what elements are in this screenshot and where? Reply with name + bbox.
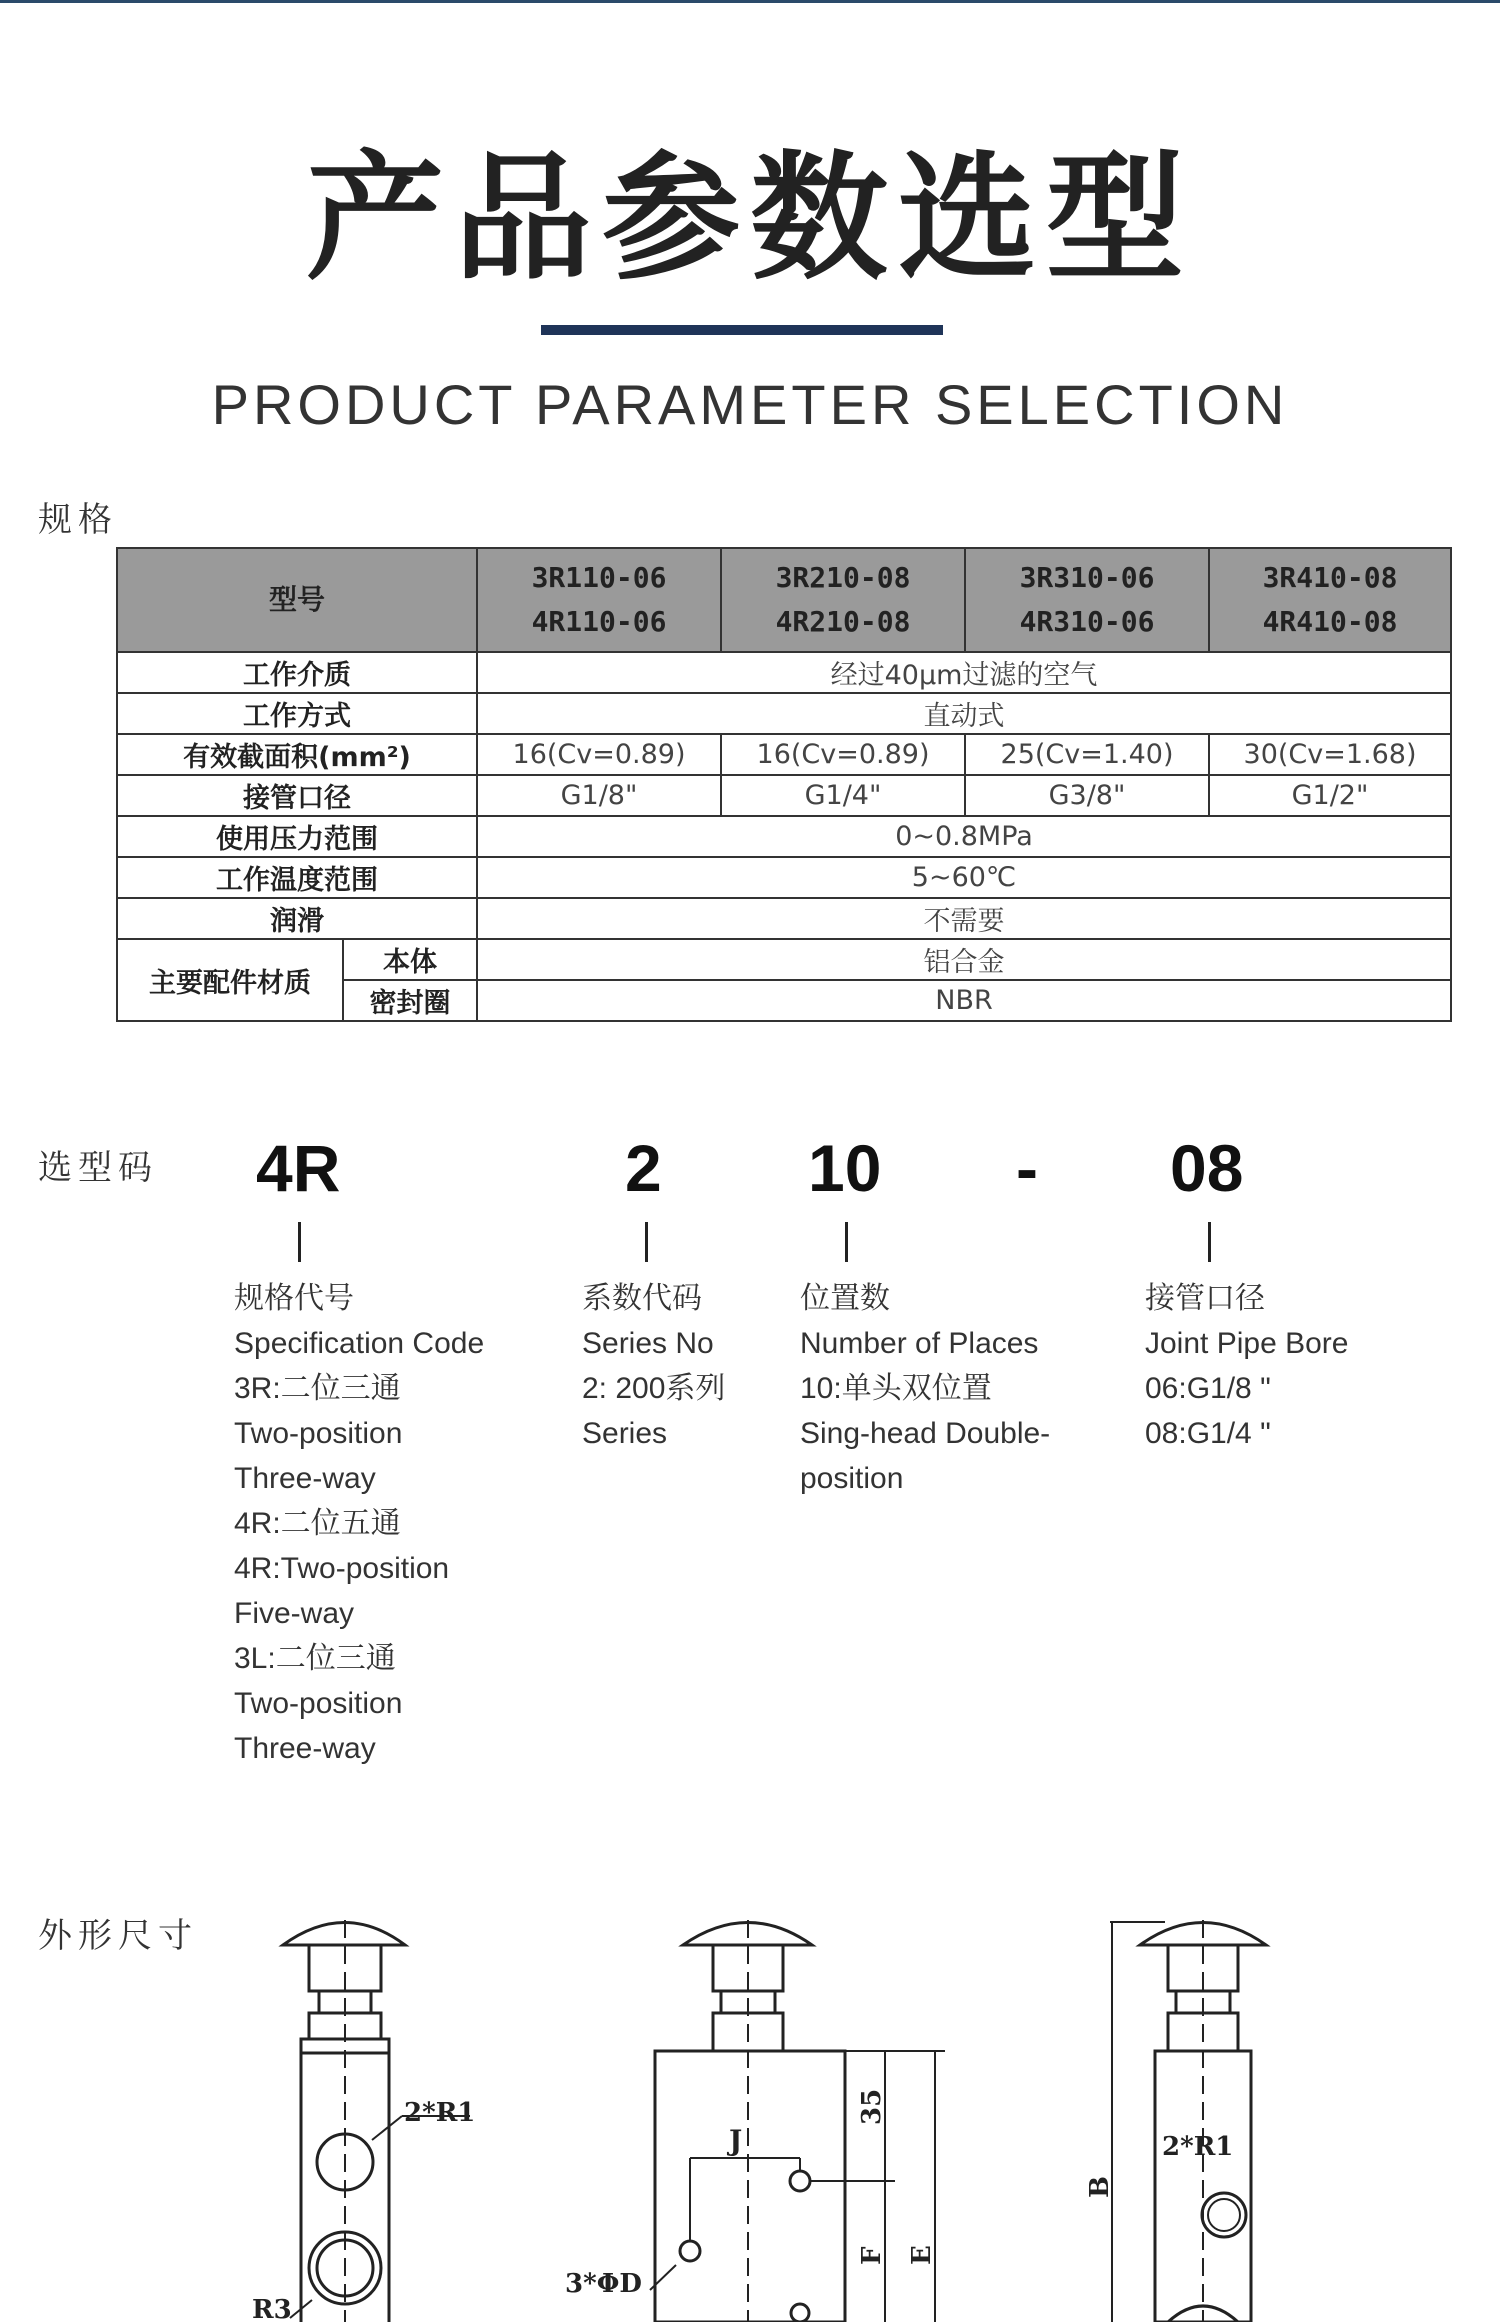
row-label: 工作介质 bbox=[117, 652, 477, 693]
row-label: 主要配件材质 bbox=[117, 939, 343, 1021]
row-value: 铝合金 bbox=[477, 939, 1451, 980]
row-label: 润滑 bbox=[117, 898, 477, 939]
table-row bbox=[117, 898, 1451, 939]
code-tick bbox=[845, 1222, 848, 1262]
code-tick bbox=[1208, 1222, 1211, 1262]
row-sublabel: 本体 bbox=[343, 939, 477, 980]
row-value: 不需要 bbox=[477, 898, 1451, 939]
code-desc-places bbox=[800, 1276, 1050, 1501]
code-part-bore: 08 bbox=[1170, 1131, 1244, 1205]
model-line: 4R310-06 bbox=[1019, 605, 1155, 638]
code-desc-spec bbox=[234, 1276, 484, 1771]
code-part-spec: 4R bbox=[256, 1131, 341, 1205]
table-row bbox=[117, 693, 1451, 734]
model-cell bbox=[965, 548, 1209, 652]
row-value: 0~0.8MPa bbox=[477, 816, 1451, 857]
table-header-row bbox=[117, 548, 1451, 652]
table-row bbox=[117, 734, 1451, 775]
model-line: 3R310-06 bbox=[1019, 561, 1155, 594]
desc-line: Three-way bbox=[234, 1462, 376, 1495]
table-row bbox=[117, 816, 1451, 857]
row-sublabel: 密封圈 bbox=[343, 980, 477, 1021]
row-value: G1/8" bbox=[477, 775, 721, 816]
label-j: J bbox=[729, 2124, 743, 2157]
desc-line: 规格代号 bbox=[234, 1282, 354, 1315]
code-part-places: 10 bbox=[808, 1131, 882, 1205]
desc-line: Two-position bbox=[234, 1687, 403, 1720]
desc-line: 10:单头双位置 bbox=[800, 1372, 992, 1405]
desc-line: 2: 200系列 bbox=[582, 1372, 726, 1405]
model-line: 3R210-08 bbox=[775, 561, 911, 594]
desc-line: 接管口径 bbox=[1145, 1282, 1265, 1315]
code-desc-series bbox=[582, 1276, 725, 1456]
model-cell bbox=[1209, 548, 1451, 652]
label-35: 35 bbox=[857, 2088, 887, 2125]
label-2r1-left: 2*R1 bbox=[404, 2098, 476, 2128]
code-tick bbox=[645, 1222, 648, 1262]
row-value: 经过40μm过滤的空气 bbox=[477, 652, 1451, 693]
row-label: 使用压力范围 bbox=[117, 816, 477, 857]
desc-line: position bbox=[800, 1462, 904, 1495]
row-value: NBR bbox=[477, 980, 1451, 1021]
row-value: 16(Cv=0.89) bbox=[721, 734, 965, 775]
row-label: 有效截面积(mm²) bbox=[117, 734, 477, 775]
desc-line: 08:G1/4 " bbox=[1145, 1417, 1271, 1450]
table-row bbox=[117, 857, 1451, 898]
desc-line: Sing-head Double- bbox=[800, 1417, 1051, 1450]
desc-line: 4R:二位五通 bbox=[234, 1507, 401, 1540]
row-value: G1/2" bbox=[1209, 775, 1451, 816]
desc-line: 3R:二位三通 bbox=[234, 1372, 401, 1405]
model-line: 4R210-08 bbox=[775, 605, 911, 638]
desc-line: 06:G1/8 " bbox=[1145, 1372, 1271, 1405]
row-value: G3/8" bbox=[965, 775, 1209, 816]
label-f: F bbox=[857, 2246, 887, 2265]
code-part-dash: - bbox=[1016, 1131, 1038, 1205]
row-label: 接管口径 bbox=[117, 775, 477, 816]
row-value: 5~60℃ bbox=[477, 857, 1451, 898]
code-desc-bore bbox=[1145, 1276, 1348, 1456]
model-line: 4R110-06 bbox=[531, 605, 667, 638]
page-title: 产品参数选型 bbox=[305, 138, 1194, 299]
row-value: 直动式 bbox=[477, 693, 1451, 734]
model-line: 4R410-08 bbox=[1262, 605, 1398, 638]
dimension-drawings bbox=[0, 1880, 1500, 2322]
desc-line: Specification Code bbox=[234, 1327, 485, 1360]
row-value: 16(Cv=0.89) bbox=[477, 734, 721, 775]
desc-line: Number of Places bbox=[800, 1327, 1039, 1360]
top-border-line bbox=[0, 0, 1500, 3]
page-subtitle: PRODUCT PARAMETER SELECTION bbox=[211, 373, 1289, 436]
row-value: 25(Cv=1.40) bbox=[965, 734, 1209, 775]
desc-line: Series bbox=[582, 1417, 668, 1450]
title-underline bbox=[541, 325, 943, 335]
label-phi-d: 3*ΦD bbox=[565, 2269, 642, 2299]
spec-section-label: 规格 bbox=[38, 500, 118, 540]
code-section-label: 选型码 bbox=[38, 1148, 158, 1188]
desc-line: Series No bbox=[582, 1327, 714, 1360]
row-label: 工作温度范围 bbox=[117, 857, 477, 898]
code-part-series: 2 bbox=[625, 1131, 662, 1205]
label-b: B bbox=[1085, 2176, 1115, 2198]
table-row bbox=[117, 652, 1451, 693]
table-row bbox=[117, 939, 1451, 980]
desc-line: 4R:Two-position bbox=[234, 1552, 450, 1585]
desc-line: Joint Pipe Bore bbox=[1145, 1327, 1349, 1360]
model-line: 3R110-06 bbox=[531, 561, 667, 594]
model-header: 型号 bbox=[117, 548, 477, 652]
desc-line: 系数代码 bbox=[582, 1282, 702, 1315]
table-row bbox=[117, 775, 1451, 816]
row-label: 工作方式 bbox=[117, 693, 477, 734]
label-e: E bbox=[907, 2245, 937, 2265]
desc-line: Five-way bbox=[234, 1597, 355, 1630]
label-2r1-right: 2*R1 bbox=[1162, 2132, 1234, 2162]
model-line: 3R410-08 bbox=[1262, 561, 1398, 594]
spec-table bbox=[116, 547, 1452, 1022]
row-value: G1/4" bbox=[721, 775, 965, 816]
valve-drawing-right bbox=[1110, 1920, 1266, 2322]
row-value: 30(Cv=1.68) bbox=[1209, 734, 1451, 775]
desc-line: Three-way bbox=[234, 1732, 376, 1765]
desc-line: 3L:二位三通 bbox=[234, 1642, 396, 1675]
desc-line: 位置数 bbox=[800, 1282, 890, 1315]
model-cell bbox=[721, 548, 965, 652]
valve-drawing-middle bbox=[650, 1920, 945, 2322]
desc-line: Two-position bbox=[234, 1417, 403, 1450]
model-cell bbox=[477, 548, 721, 652]
label-r3: R3 bbox=[252, 2295, 292, 2322]
dimension-section-label: 外形尺寸 bbox=[38, 1916, 198, 1956]
code-tick bbox=[298, 1222, 301, 1262]
